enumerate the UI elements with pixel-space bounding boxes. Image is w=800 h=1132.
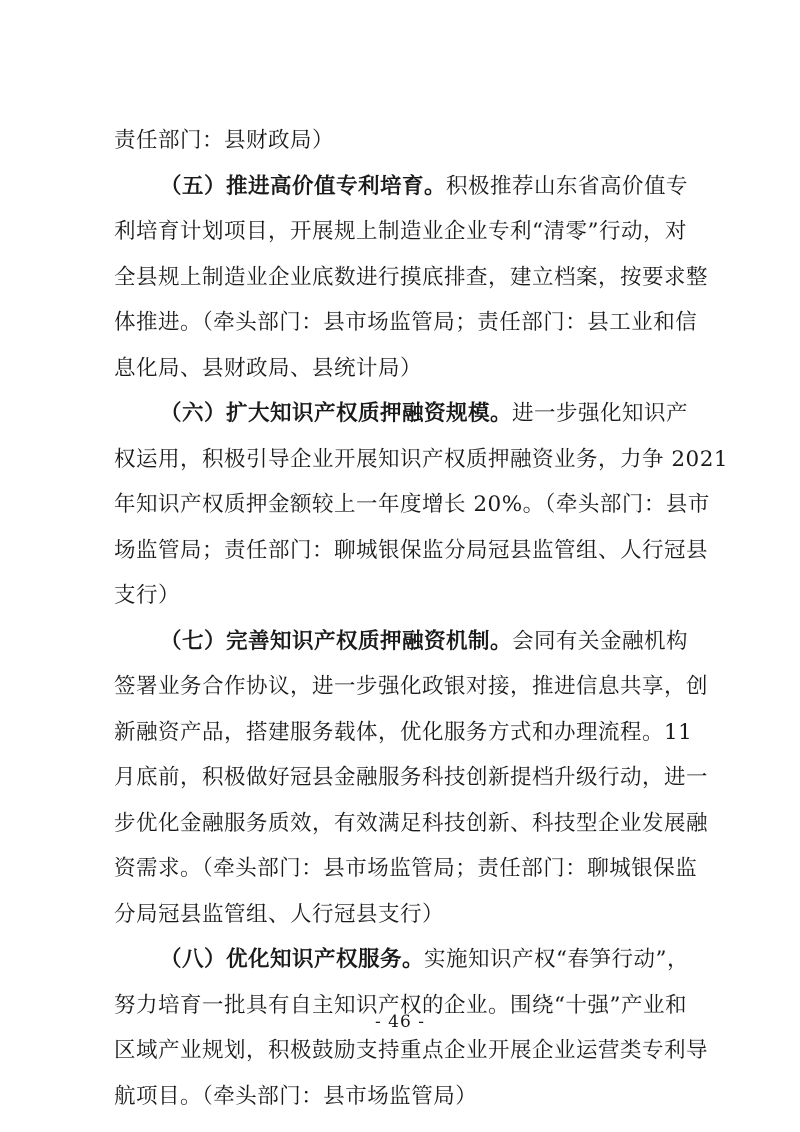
text-line: 努力培育一批具有自主知识产权的企业。围绕“十强”产业和: [114, 992, 687, 1018]
text-line: 体推进。（牵头部门：县市场监管局；责任部门：县工业和信: [114, 310, 698, 335]
text-line: 场监管局；责任部门：聊城银保监分局冠县监管组、人行冠县: [114, 537, 709, 563]
section-heading: （八）优化知识产权服务。: [160, 947, 425, 972]
text-line: （六）扩大知识产权质押融资规模。进一步强化知识产: [160, 401, 689, 426]
text-line: （七）完善知识产权质押融资机制。会同有关金融机构: [160, 628, 689, 654]
text-line: 利培育计划项目，开展规上制造业企业专利“清零”行动，对: [114, 219, 687, 244]
text-line: 息化局、县财政局、县统计局）: [114, 355, 423, 381]
text-line: 月底前，积极做好冠县金融服务科技创新提档升级行动，进一: [114, 765, 709, 790]
text-line: 步优化金融服务质效，有效满足科技创新、科技型企业发展融: [114, 810, 709, 836]
text-line: 新融资产品，搭建服务载体，优化服务方式和办理流程。11: [114, 719, 693, 745]
text-line: 区域产业规划，积极鼓励支持重点企业开展企业运营类专利导: [114, 1038, 709, 1063]
text-line: 权运用，积极引导企业开展知识产权质押融资业务，力争 2021: [114, 446, 729, 472]
document-body: [114, 118, 729, 1119]
text-line: （五）推进高价值专利培育。积极推荐山东省高价值专: [160, 173, 689, 199]
page-number: - 46 -: [375, 1012, 425, 1032]
text-line: 年知识产权质押金额较上一年度增长 20%。（牵头部门：县市: [114, 492, 710, 517]
section-heading: （五）推进高价值专利培育。: [160, 173, 447, 199]
section-heading: （七）完善知识产权质押融资机制。: [160, 628, 513, 654]
text-line: 资需求。（牵头部门：县市场监管局；责任部门：聊城银保监: [114, 856, 698, 881]
text-line: 签署业务合作协议，进一步强化政银对接，推进信息共享，创: [114, 674, 709, 699]
section-heading: （六）扩大知识产权质押融资规模。: [160, 401, 513, 426]
text-line: 支行）: [114, 583, 181, 608]
text-line: 分局冠县监管组、人行冠县支行）: [114, 901, 445, 927]
text-line: 责任部门：县财政局）: [114, 128, 335, 153]
text-line: （八）优化知识产权服务。实施知识产权“春笋行动”，: [160, 947, 689, 972]
text-line: 全县规上制造业企业底数进行摸底排查，建立档案，按要求整: [114, 264, 709, 290]
text-line: 航项目。（牵头部门：县市场监管局）: [114, 1083, 478, 1109]
